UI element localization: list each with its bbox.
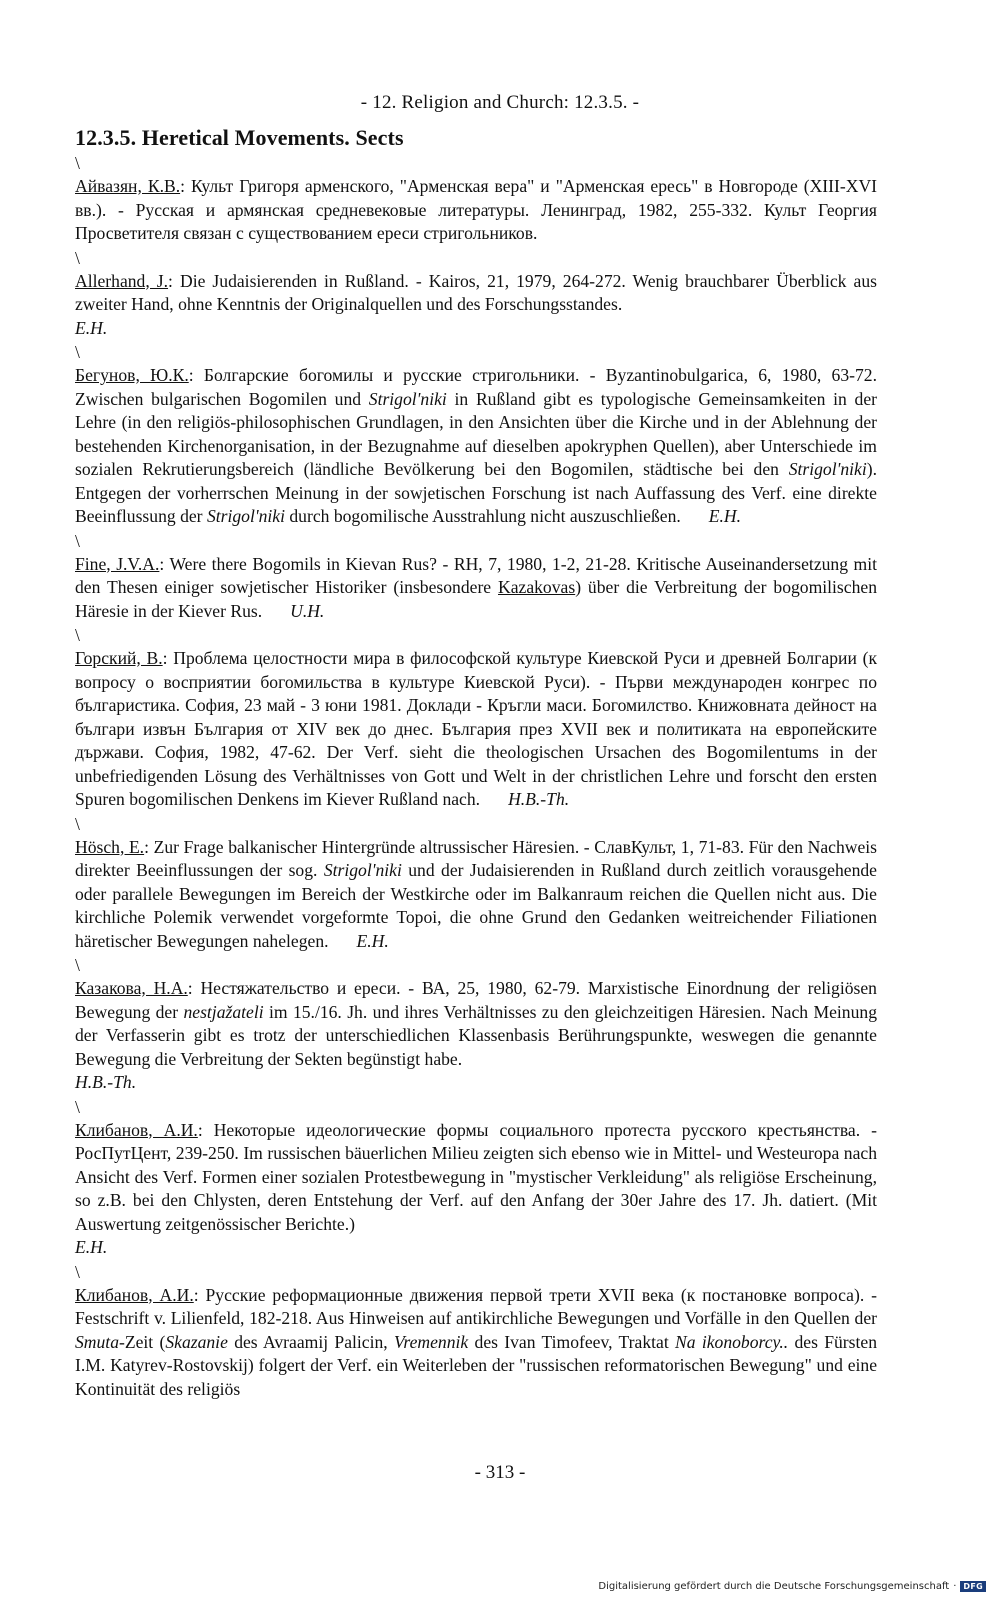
bibliography-entry bbox=[75, 1284, 877, 1402]
entry-author: Hösch, E. bbox=[75, 836, 145, 857]
bibliography-entry bbox=[75, 836, 877, 954]
bibliography-entry bbox=[75, 977, 877, 1095]
bibliography-entry bbox=[75, 1119, 877, 1260]
entry-citation: : Болгарские богомилы и русские стригольники. - Byzantinobulgarica, 6, 1980, 63-72. Zwischen bulgarischen Bogomilen und bbox=[75, 365, 877, 409]
bibliography-entry bbox=[75, 270, 877, 341]
bibliography-entry bbox=[75, 175, 877, 246]
entry-author: Fine, J.V.A. bbox=[75, 553, 160, 574]
entry-citation: in Rußland gibt es typologische Gemeinsamkeiten in der Lehre (in den religiös-philosophischen Grundlagen, in den Ansichten über die Kirche und in der Ablehnung der bestehenden Kirchenorganisation, in der Bezugnahme auf dieselben apokryphen Quellen), aber Unterschiede im sozialen Rekrutierungsbereich (ländliche Bevölkerung bei den Bogomilen, städtische bei den bbox=[75, 388, 877, 479]
entry-reviewer: E.H. bbox=[356, 930, 389, 951]
entry-citation: -Zeit ( bbox=[118, 1331, 166, 1352]
entry-separator: \ bbox=[75, 625, 80, 645]
entry-author: Клибанов, А.И. bbox=[75, 1119, 198, 1140]
entry-author: Бегунов, Ю.К. bbox=[75, 365, 189, 385]
entry-reviewer: E.H. bbox=[75, 317, 108, 338]
entry-separator: \ bbox=[75, 247, 80, 268]
italic-term: Na ikonoborcy.. bbox=[675, 1331, 789, 1352]
entry-separator: \ bbox=[75, 813, 80, 834]
entry-author: Казакова, Н.А. bbox=[75, 978, 188, 998]
entry-separator: \ bbox=[75, 955, 80, 975]
entry-citation: : Проблема целостности мира в философской культуре Киевской Руси и древней Болгарии (к вопросу о восприятии богомильства в культуре Киевской Руси). - Първи международен конгрес по българистика. София, 23 май - 3 юни 1981. Доклади - Кръгли маси. Богомилство. Книжовната дейност на българи извън България от XIV век до днес. България през XVII век и политиката на европейските държави. София, 1982, 47-62. Der Verf. sieht die theologischen Ursachen des Bogomilentums in der unbefriedigenden Lösung des Verhältnisses von Gott und Welt in der christlichen Lehre und forscht den ersten Spuren bogomilischen Denkens im Kiever Rußland nach. bbox=[75, 648, 877, 809]
entry-citation: : Die Judaisierenden in Rußland. - Kairos, 21, 1979, 264-272. Wenig brauchbarer Überblick aus zweiter Hand, ohne Kenntnis der Originalquellen und des Forschungsstandes. bbox=[75, 270, 877, 314]
entry-citation: im 15./16. Jh. und ihres Verhältnisses zu den gleichzeitigen Häresien. Nach Meinung der Verfasserin gibt es trotz der unterschiedlichen Klassenbasis Berührungspunkte, weswegen die genannte Bewegung die Verbreitung der Sekten begünstigt habe. bbox=[75, 1001, 877, 1069]
entry-reviewer: H.B.-Th. bbox=[75, 1072, 137, 1092]
italic-term: Strigol'niki bbox=[323, 860, 402, 880]
dfg-logo-icon: DFG bbox=[960, 1581, 986, 1592]
italic-term: nestjažateli bbox=[183, 1001, 264, 1022]
entry-separator: \ bbox=[75, 530, 80, 551]
bibliography-list bbox=[75, 152, 877, 1402]
italic-term: Smuta bbox=[75, 1331, 119, 1352]
section-title: 12.3.5. Heretical Movements. Sects bbox=[75, 125, 404, 150]
entry-citation: ). Entgegen der vorherrschen Meinung in der sowjetischen Forschung ist nach Auffassung des Verf. eine direkte Beeinflussung der bbox=[75, 459, 877, 526]
entry-separator: \ bbox=[75, 1261, 80, 1282]
entry-separator: \ bbox=[75, 1096, 80, 1117]
entry-citation: : Нестяжательство и ереси. - ВА, 25, 1980, 62-79. Marxistische Einordnung der religiösen Bewegung der bbox=[75, 978, 877, 1022]
page-number: - 313 - bbox=[474, 1462, 526, 1483]
italic-term: Vremennik bbox=[393, 1331, 469, 1352]
entry-author: Allerhand, J. bbox=[75, 270, 169, 291]
entry-citation: : Русские реформационные движения первой трети XVII века (к постановке вопроса). - Festschrift v. Lilienfeld, 182-218. Aus Hinweisen auf antikirchliche Bewegungen und Vorfälle in den Quellen der bbox=[75, 1284, 877, 1328]
entry-reviewer: E.H. bbox=[708, 506, 742, 526]
entry-citation: des Ivan Timofeev, Traktat bbox=[468, 1331, 676, 1352]
entry-citation: durch bogomilische Ausstrahlung nicht auszuschließen. bbox=[284, 506, 681, 526]
entry-reviewer: H.B.-Th. bbox=[508, 789, 570, 809]
entry-citation: : Некоторые идеологические формы социального протеста русского крестьянства. - РосПутЦент, 239-250. Im russischen bäuerlichen Milieu zeigten sich ebenso wie in Mittel- und Westeuropa nach Ansicht des Verf. Formen einer sozialen Protestbewegung in "mystischer Verkleidung" als religiöse Erscheinung, so z.B. bei den Chlysten, deren Entstehung der Verf. auf den Anfang der 30er Jahre des 17. Jh. datiert. (Mit Auswertung zeitgenössischer Berichte.) bbox=[75, 1119, 877, 1234]
entry-separator: \ bbox=[75, 153, 80, 173]
italic-term: Strigol'niki bbox=[206, 506, 285, 526]
entry-citation: : Zur Frage balkanischer Hintergründe altrussischer Häresien. - СлавКульт, 1, 71-83. Für den Nachweis direkter Beeinflussungen der sog. bbox=[75, 836, 877, 880]
bibliography-entry bbox=[75, 553, 877, 624]
entry-citation: des Fürsten I.M. Katyrev-Rostovskij) folgert der Verf. ein Weiterleben der "russischen reformatorischen Bewegung" und eine Kontinuität des religiös bbox=[75, 1331, 878, 1399]
entry-author: Горский, В. bbox=[75, 648, 163, 668]
entry-author: Айвазян, К.В. bbox=[75, 176, 181, 196]
underlined-reference: Kazakovas bbox=[498, 577, 576, 597]
italic-term: Skazanie bbox=[165, 1331, 228, 1352]
italic-term: Strigol'niki bbox=[788, 459, 867, 479]
entry-citation: : Культ Григоря арменского, "Арменская вера" и "Арменская ересь" в Новгороде (XIII-XVI вв.). - Русская и армянская средневековые литературы. Ленинград, 1982, 255-332. Культ Георгия Просветителя связан с существованием ереси стригольников. bbox=[75, 176, 878, 243]
entry-citation: und der Judaisierenden in Rußland durch zeitlich vorausgehende oder parallele Bewegungen im Bereich der Westkirche oder im Balkanraum reichen die Quellen nicht aus. Die kirchliche Polemik verwendet vorgeformte Topoi, die ohne Grund den Gedanken weitreichender Filiationen häretischer Bewegungen nahelegen. bbox=[75, 860, 877, 951]
entry-separator: \ bbox=[75, 342, 80, 362]
running-header: - 12. Religion and Church: 12.3.5. - bbox=[360, 92, 640, 113]
footer-credit: Digitalisierung gefördert durch die Deutsche Forschungsgemeinschaft bbox=[598, 1581, 950, 1592]
entry-citation: des Avraamij Palicin, bbox=[227, 1331, 394, 1352]
entry-reviewer: E.H. bbox=[75, 1237, 108, 1257]
bibliography-entry bbox=[75, 647, 877, 812]
italic-term: Strigol'niki bbox=[368, 388, 447, 409]
entry-citation: ) über die Verbreitung der bogomilischen Häresie in der Kiever Rus. bbox=[75, 577, 877, 621]
bibliography-entry bbox=[75, 364, 877, 529]
entry-citation: : Were there Bogomils in Kievan Rus? - RH, 7, 1980, 1-2, 21-28. Kritische Auseinandersetzung mit den Thesen einiger sowjetischer Historiker (insbesondere bbox=[75, 553, 877, 597]
entry-reviewer: U.H. bbox=[290, 600, 325, 621]
digitization-footer: Digitalisierung gefördert durch die Deutsche Forschungsgemeinschaft · DFG bbox=[598, 1581, 986, 1592]
entry-author: Клибанов, А.И. bbox=[75, 1284, 194, 1305]
